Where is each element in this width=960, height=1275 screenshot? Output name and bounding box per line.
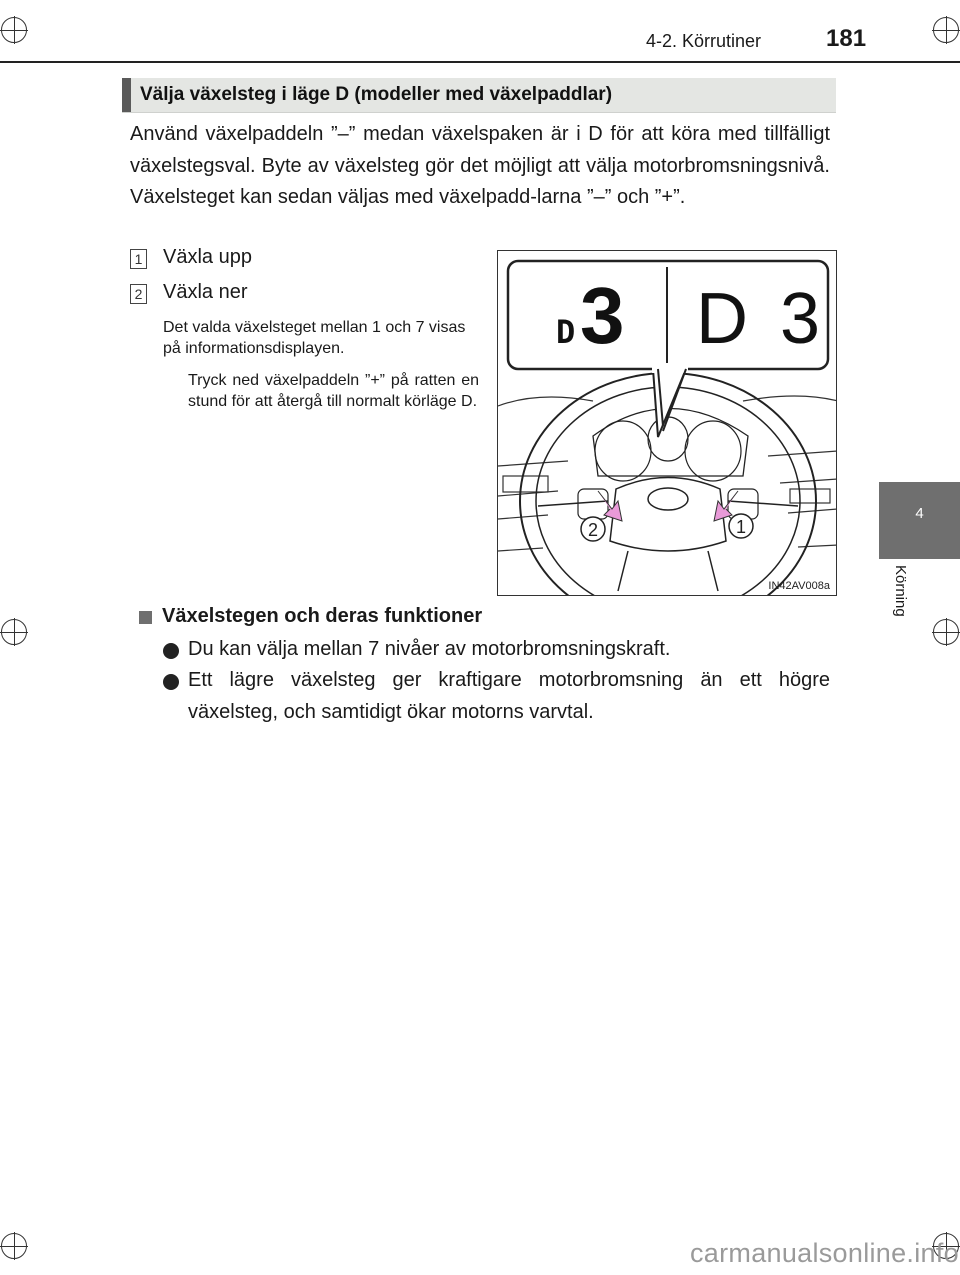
watermark: carmanualsonline.info [690, 1238, 959, 1268]
crop-mark [1, 1233, 27, 1259]
chapter-number: 4 [915, 505, 924, 522]
info-note-sub: Tryck ned växelpaddeln ”+” på ratten en stund för att återgå till normalt körläge D. [188, 372, 479, 410]
bullet-dot [163, 674, 179, 690]
header-section-title: 4-2. Körrutiner [646, 31, 762, 51]
figure-code: IN42AV008a [768, 580, 830, 592]
section-title: Välja växelsteg i läge D (modeller med växelpaddlar) [140, 84, 613, 105]
subsection-marker [139, 611, 152, 624]
item-number-2: 2 [130, 284, 147, 304]
steering-wheel-figure [497, 250, 837, 596]
intro-paragraph: Använd växelpaddeln ”–” medan växelspaken är i D för att köra med tillfälligt växelstegsval. Byte av växelsteg gör det möjligt att välja motorbromsningsnivå. Växelsteget kan sedan väljas med växelpadd-larna ”–” och ”+”. [130, 123, 830, 208]
callout-1: 1 [735, 517, 747, 537]
bullet-text-1: Du kan välja mellan 7 nivåer av motorbromsningskraft. [188, 638, 671, 660]
chapter-label: Körning [892, 565, 909, 617]
crop-mark [933, 17, 959, 43]
display-left-big: 3 [580, 271, 625, 360]
display-left-small: D [556, 313, 576, 351]
section-banner-bar [122, 78, 131, 112]
crop-mark [1, 17, 27, 43]
subsection-title: Växelstegen och deras funktioner [162, 605, 483, 627]
bullet-dot [163, 643, 179, 659]
page-number: 181 [826, 25, 867, 52]
crop-mark [933, 619, 959, 645]
callout-2: 2 [587, 520, 599, 540]
info-note: Det valda växelsteget mellan 1 och 7 visas på informationsdisplayen. [163, 319, 466, 357]
item-label-shift-up: Växla upp [163, 246, 252, 268]
header-rule [0, 61, 960, 63]
display-right: D 3 [696, 279, 827, 359]
item-label-shift-down: Växla ner [163, 281, 248, 303]
bullet-text-2: Ett lägre växelsteg ger kraftigare motorbromsning än ett högre växelsteg, och samtidigt ökar motorns varvtal. [188, 669, 830, 723]
item-number-1: 1 [130, 249, 147, 269]
steering-wheel-illustration [498, 251, 837, 596]
crop-mark [1, 619, 27, 645]
paddle-arrow-down [598, 491, 622, 521]
